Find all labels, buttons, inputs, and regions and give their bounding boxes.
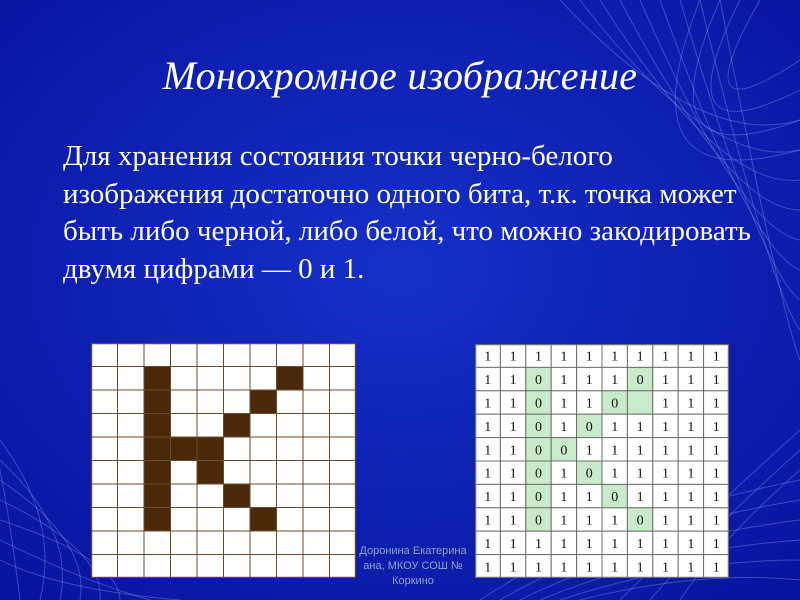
bit-value: 1	[636, 349, 644, 365]
bit-value: 1	[484, 490, 492, 506]
empty-pixel	[91, 437, 118, 461]
bit-cell	[627, 391, 652, 414]
bit-value: 0	[611, 396, 619, 412]
bit-value: 1	[484, 443, 492, 459]
bit-value: 1	[484, 419, 492, 435]
bit-value: 1	[712, 466, 720, 482]
empty-pixel	[91, 484, 118, 508]
bit-value: 1	[585, 536, 593, 552]
bit-value: 1	[509, 419, 517, 435]
empty-pixel	[197, 484, 224, 508]
bit-value: 1	[687, 396, 695, 412]
empty-pixel	[277, 461, 304, 485]
empty-pixel	[330, 461, 357, 485]
bit-value: 1	[712, 349, 720, 365]
author-footer: Доронина Екатерина ана, МКОУ СОШ № Коркино	[359, 545, 467, 587]
filled-pixel	[144, 461, 171, 485]
bit-value: 1	[509, 349, 517, 365]
bit-value: 1	[560, 560, 568, 576]
bit-value: 1	[611, 513, 619, 529]
bit-value: 0	[585, 466, 593, 482]
bit-value: 1	[662, 349, 669, 365]
bit-value: 1	[585, 396, 593, 412]
bit-value: 1	[712, 373, 720, 389]
bit-value: 1	[712, 513, 720, 529]
empty-pixel	[303, 531, 330, 555]
filled-pixel	[250, 508, 277, 532]
filled-pixel	[144, 484, 171, 508]
empty-pixel	[118, 437, 145, 461]
empty-pixel	[250, 531, 277, 555]
bit-value: 1	[687, 490, 695, 506]
empty-pixel	[91, 343, 118, 367]
bit-value: 1	[636, 536, 644, 552]
bit-value: 1	[560, 513, 568, 529]
filled-pixel	[144, 437, 171, 461]
filled-pixel	[250, 390, 277, 414]
empty-pixel	[118, 343, 145, 367]
empty-pixel	[303, 555, 330, 579]
empty-pixel	[144, 555, 171, 579]
filled-pixel	[144, 390, 171, 414]
bit-value: 0	[535, 513, 542, 529]
empty-pixel	[277, 343, 304, 367]
bit-value: 1	[712, 536, 720, 552]
filled-pixel	[197, 461, 224, 485]
empty-pixel	[224, 343, 251, 367]
empty-pixel	[197, 343, 224, 367]
empty-pixel	[330, 367, 357, 391]
empty-pixel	[250, 461, 277, 485]
empty-pixel	[91, 414, 118, 438]
bit-value: 1	[509, 513, 517, 529]
empty-pixel	[303, 484, 330, 508]
bit-value: 1	[611, 349, 619, 365]
bit-value: 1	[636, 419, 644, 435]
empty-pixel	[330, 414, 357, 438]
empty-pixel	[91, 367, 118, 391]
empty-pixel	[171, 531, 198, 555]
filled-pixel	[224, 414, 251, 438]
bit-value: 1	[636, 560, 644, 576]
empty-pixel	[250, 484, 277, 508]
empty-pixel	[277, 508, 304, 532]
empty-pixel	[91, 461, 118, 485]
bit-value: 1	[484, 396, 492, 412]
bit-value: 0	[560, 443, 568, 459]
bit-value: 1	[687, 443, 695, 459]
empty-pixel	[277, 531, 304, 555]
empty-pixel	[171, 390, 198, 414]
bit-value: 1	[611, 373, 619, 389]
empty-pixel	[197, 531, 224, 555]
empty-pixel	[224, 461, 251, 485]
empty-pixel	[118, 414, 145, 438]
bit-value: 0	[535, 490, 542, 506]
empty-pixel	[197, 555, 224, 579]
filled-pixel	[144, 414, 171, 438]
bit-value: 1	[662, 443, 669, 459]
bit-value: 1	[560, 490, 568, 506]
empty-pixel	[250, 555, 277, 579]
bit-value: 0	[535, 373, 542, 389]
bit-value: 1	[585, 373, 593, 389]
empty-pixel	[330, 437, 357, 461]
bit-value: 1	[662, 490, 669, 506]
letter-k-bit-grid	[475, 344, 729, 578]
bit-value: 1	[484, 373, 492, 389]
bit-value: 1	[585, 349, 593, 365]
empty-pixel	[277, 484, 304, 508]
bit-value: 1	[535, 560, 542, 576]
bit-value: 1	[611, 466, 619, 482]
empty-pixel	[171, 555, 198, 579]
bit-value: 1	[687, 513, 695, 529]
empty-pixel	[250, 343, 277, 367]
bit-value: 1	[484, 536, 492, 552]
bit-value: 0	[636, 513, 644, 529]
empty-pixel	[277, 414, 304, 438]
bit-value: 1	[585, 560, 593, 576]
empty-pixel	[171, 484, 198, 508]
bit-value: 1	[611, 536, 619, 552]
empty-pixel	[171, 367, 198, 391]
empty-pixel	[330, 508, 357, 532]
bit-value: 1	[712, 396, 720, 412]
empty-pixel	[250, 437, 277, 461]
bit-value: 1	[560, 396, 568, 412]
empty-pixel	[197, 414, 224, 438]
bit-value: 1	[662, 419, 669, 435]
empty-pixel	[250, 414, 277, 438]
filled-pixel	[171, 437, 198, 461]
filled-pixel	[197, 437, 224, 461]
empty-pixel	[171, 461, 198, 485]
bit-value: 1	[484, 349, 492, 365]
empty-pixel	[250, 367, 277, 391]
bit-value: 1	[662, 396, 669, 412]
bit-value: 1	[687, 466, 695, 482]
bit-value: 1	[636, 490, 644, 506]
bit-value: 1	[509, 560, 517, 576]
empty-pixel	[303, 367, 330, 391]
empty-pixel	[91, 508, 118, 532]
bit-value: 1	[560, 466, 568, 482]
bit-value: 1	[484, 513, 492, 529]
empty-pixel	[197, 367, 224, 391]
empty-pixel	[224, 367, 251, 391]
bit-value: 1	[560, 536, 568, 552]
bit-value: 0	[636, 373, 644, 389]
bit-value: 1	[509, 466, 517, 482]
bit-value: 1	[611, 560, 619, 576]
empty-pixel	[303, 437, 330, 461]
empty-pixel	[303, 343, 330, 367]
bit-value: 1	[509, 443, 517, 459]
empty-pixel	[224, 437, 251, 461]
bit-value: 1	[662, 560, 669, 576]
empty-pixel	[197, 390, 224, 414]
bit-value: 1	[687, 349, 695, 365]
bit-value: 1	[662, 536, 669, 552]
empty-pixel	[277, 437, 304, 461]
empty-pixel	[224, 508, 251, 532]
empty-pixel	[224, 531, 251, 555]
bit-value: 1	[560, 419, 568, 435]
bit-value: 0	[611, 490, 619, 506]
bit-value: 1	[712, 490, 720, 506]
empty-pixel	[91, 555, 118, 579]
bit-value: 1	[636, 466, 644, 482]
empty-pixel	[118, 461, 145, 485]
empty-pixel	[224, 390, 251, 414]
empty-pixel	[118, 531, 145, 555]
empty-pixel	[171, 414, 198, 438]
bit-value: 1	[585, 513, 593, 529]
empty-pixel	[330, 390, 357, 414]
bit-value: 1	[509, 373, 517, 389]
empty-pixel	[118, 508, 145, 532]
empty-pixel	[118, 390, 145, 414]
bit-value: 1	[712, 419, 720, 435]
filled-pixel	[144, 508, 171, 532]
empty-pixel	[303, 414, 330, 438]
letter-k-pixel-grid	[91, 343, 356, 578]
empty-pixel	[144, 343, 171, 367]
bit-value: 1	[687, 560, 695, 576]
bit-value: 1	[687, 373, 695, 389]
bit-value: 1	[611, 419, 619, 435]
bit-value: 1	[662, 466, 669, 482]
bit-value: 1	[585, 443, 593, 459]
empty-pixel	[303, 508, 330, 532]
bit-value: 1	[585, 490, 593, 506]
bit-value: 1	[560, 349, 568, 365]
bit-value: 1	[712, 560, 720, 576]
bit-value: 1	[712, 443, 720, 459]
bit-value: 0	[585, 419, 593, 435]
bit-value: 1	[611, 443, 619, 459]
bit-value: 1	[535, 349, 542, 365]
slide-body-text: Для хранения состояния точки черно-белого изображения достаточно одного бита, т.к. точка может быть либо черной, либо белой, что можно закодировать двумя цифрами — 0 и 1.	[63, 140, 751, 285]
filled-pixel	[277, 367, 304, 391]
bit-value: 1	[662, 373, 669, 389]
empty-pixel	[303, 390, 330, 414]
bit-value: 1	[509, 396, 517, 412]
bit-value: 0	[535, 443, 542, 459]
filled-pixel	[224, 484, 251, 508]
bit-value: 1	[662, 513, 669, 529]
empty-pixel	[91, 531, 118, 555]
empty-pixel	[171, 343, 198, 367]
bit-value: 1	[636, 443, 644, 459]
bit-value: 1	[484, 560, 492, 576]
bit-value: 0	[535, 419, 542, 435]
empty-pixel	[330, 343, 357, 367]
empty-pixel	[144, 531, 171, 555]
empty-pixel	[277, 555, 304, 579]
bit-value: 0	[535, 396, 542, 412]
empty-pixel	[303, 461, 330, 485]
bit-value: 0	[535, 466, 542, 482]
bit-value: 1	[509, 536, 517, 552]
empty-pixel	[91, 390, 118, 414]
bit-value: 1	[560, 373, 568, 389]
empty-pixel	[118, 367, 145, 391]
bit-value: 1	[687, 536, 695, 552]
empty-pixel	[224, 555, 251, 579]
filled-pixel	[144, 367, 171, 391]
bit-value: 1	[509, 490, 517, 506]
empty-pixel	[171, 508, 198, 532]
empty-pixel	[277, 390, 304, 414]
empty-pixel	[118, 484, 145, 508]
empty-pixel	[118, 555, 145, 579]
bit-value: 1	[484, 466, 492, 482]
bit-value: 1	[687, 419, 695, 435]
slide-title: Монохромное изображение	[162, 53, 638, 98]
empty-pixel	[330, 484, 357, 508]
empty-pixel	[197, 508, 224, 532]
bit-value: 1	[535, 536, 542, 552]
